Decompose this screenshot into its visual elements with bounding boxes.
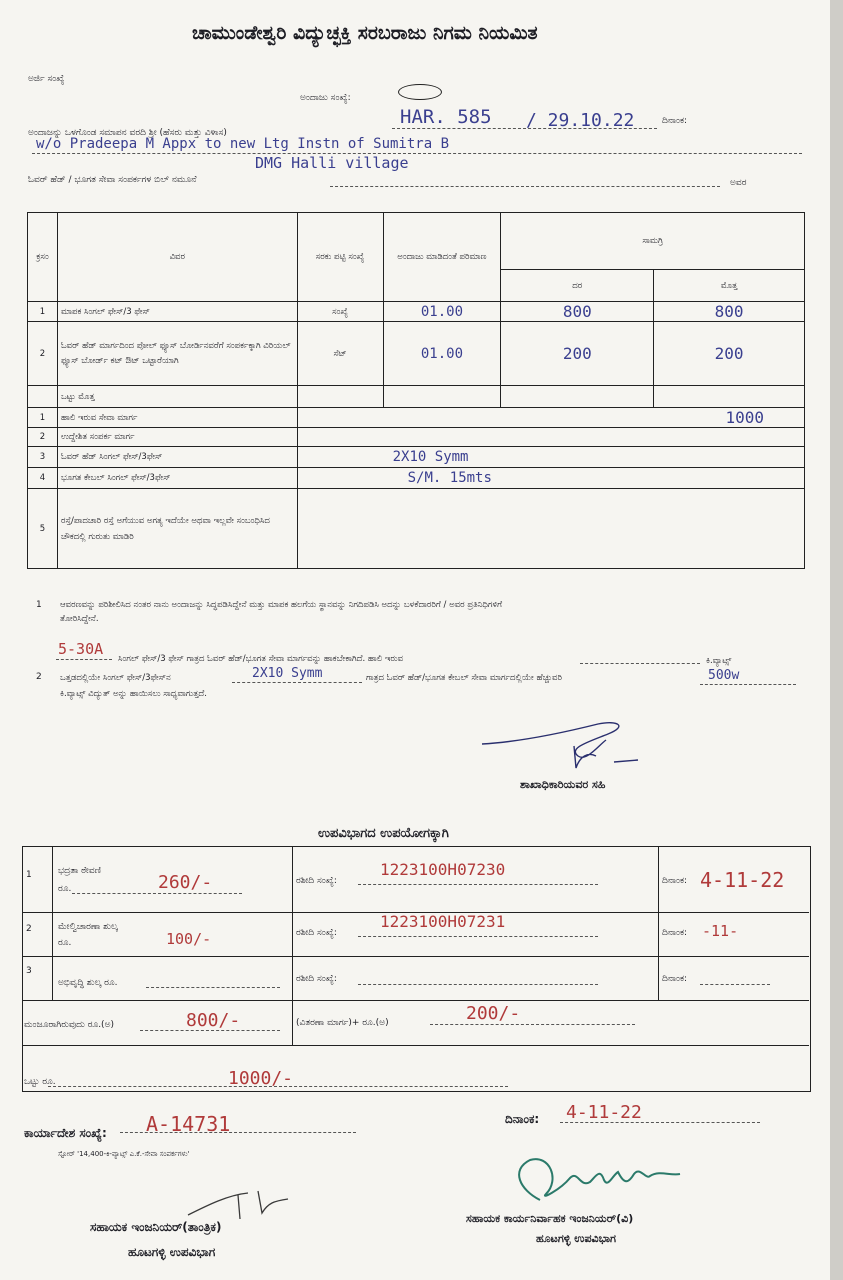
- sub-row2-receipt-label: ರಶೀದಿ ಸಂಖ್ಯೆ:: [296, 928, 337, 938]
- sub4-details: ಭೂಗತ ಕೇಬಲ್ ಸಿಂಗಲ್ ಫೇಸ್/3ಫೇಸ್: [57, 468, 297, 489]
- note1-num: 1: [36, 600, 42, 610]
- sub4-sl: 4: [28, 468, 58, 489]
- sub-row2-amount: 100/-: [166, 930, 212, 948]
- header-material: ಸಾಮಗ್ರಿ: [501, 213, 805, 270]
- work-order-date-value: 4-11-22: [566, 1102, 642, 1123]
- applicant-line-1: w/o Pradeepa M Appx to new Ltg Instn of Sumitra B: [36, 136, 450, 152]
- estimate-no-value: HAR. 585: [400, 106, 492, 128]
- header-sl: ಕ್ರಸಂ: [28, 213, 58, 302]
- row1-qty: 01.00: [383, 302, 501, 322]
- logo-seal: [398, 84, 442, 100]
- aee-signature: [500, 1150, 690, 1210]
- section-officer-signature: [478, 716, 648, 776]
- aee-place: ಹೂಟಗಳ್ಳಿ ಉಪವಿಭಾಗ: [536, 1232, 616, 1245]
- note2-num: 2: [36, 672, 42, 682]
- note1-text2: ತೋರಿಸಿದ್ದೇನೆ.: [60, 614, 99, 624]
- grand-total-value: 1000/-: [228, 1068, 294, 1089]
- sub-row1-rs: ರೂ.: [58, 884, 72, 894]
- header-total: ಮೊತ್ತ: [654, 270, 805, 302]
- bill-form-label: ಓವರ್ ಹೆಡ್ / ಭೂಗತ ಸೇವಾ ಸಂಪರ್ಕಗಳ ಬಿಲ್ ನಮೂನೆ: [28, 175, 197, 185]
- sub-row3-date-label: ದಿನಾಂಕ:: [662, 974, 688, 984]
- sub-row2-receipt: 1223100H07231: [380, 912, 506, 931]
- org-title: ಚಾಮುಂಡೇಶ್ವರಿ ವಿದ್ಯುಚ್ಛಕ್ತಿ ಸರಬರಾಜು ನಿಗಮ ನಿಯಮಿತ: [192, 22, 538, 44]
- sub-row1-label: ಭದ್ರತಾ ಠೇವಣಿ: [58, 866, 102, 876]
- work-order-label: ಕಾರ್ಯಾದೇಶ ಸಂಖ್ಯೆ:: [24, 1126, 107, 1140]
- subdivision-box: [22, 846, 811, 1092]
- sub5-value: [297, 489, 804, 569]
- sanctioned-label: ಮಂಜೂರಾಗಿರುವುದು ರೂ.(ಅ): [24, 1020, 115, 1030]
- applicant-line-2: DMG Halli village: [255, 154, 409, 172]
- sub3-sl: 3: [28, 447, 58, 468]
- material-table: [27, 212, 805, 569]
- estimate-date-value: / 29.10.22: [526, 110, 635, 131]
- sub-row2-rs: ರೂ.: [58, 938, 72, 948]
- row1-stock: ಸಂಖ್ಯೆ: [297, 302, 383, 322]
- work-order-date-label: ದಿನಾಂಕ:: [505, 1112, 540, 1126]
- row1-details: ಮಾಪಕ ಸಿಂಗಲ್ ಫೇಸ್/3 ಫೇಸ್: [57, 302, 297, 322]
- grand-total-label: ಒಟ್ಟು ರೂ.: [24, 1077, 56, 1087]
- application-no-label: ಅರ್ಜಿ ಸಂಖ್ಯೆ: [28, 74, 65, 84]
- sub1-details: ಹಾಲಿ ಇರುವ ಸೇವಾ ಮಾರ್ಗ: [57, 408, 297, 428]
- aee-title: ಸಹಾಯಕ ಕಾರ್ಯನಿರ್ವಾಹಕ ಇಂಜನಿಯರ್(ವಿ): [466, 1212, 634, 1225]
- sub1-sl: 1: [28, 408, 58, 428]
- row2-stock: ಸೆಟ್: [297, 322, 383, 386]
- ae-signature: [178, 1185, 298, 1225]
- work-order-value: A-14731: [146, 1112, 231, 1136]
- sub-row3-label: ಅಭಿವೃದ್ಧಿ ಶುಲ್ಕ ರೂ.: [58, 978, 118, 988]
- row2-total: 200: [654, 322, 805, 386]
- note1-text: ಆವರಣವನ್ನು ಪರಿಶೀಲಿಸಿದ ನಂತರ ನಾನು ಅಂದಾಜನ್ನು ಸಿದ್ಧಪಡಿಸಿದ್ದೇನೆ ಮತ್ತು ಮಾಪಕ ಹಲಗೆಯ ಸ್ಥಾನವನ್ನು ನಿಗದಿಪಡಿಸಿ ಅದನ್ನು ಬಳಕೆದಾರರಿಗೆ / ಅವರ ಪ್ರತಿನಿಧಿಗಳಿಗೆ: [60, 600, 503, 610]
- sub-row1-date: 4-11-22: [700, 868, 785, 892]
- note2-handwritten-1: 5-30A: [58, 640, 104, 658]
- sub-row2-date: -11-: [702, 922, 739, 940]
- row1-total: 800: [654, 302, 805, 322]
- sub3-details: ಓವರ್ ಹೆಡ್ ಸಿಂಗಲ್ ಫೇಸ್/3ಫೇಸ್: [57, 447, 297, 468]
- sub5-sl: 5: [28, 489, 58, 569]
- note2-text2b: ಗಾತ್ರದ ಓವರ್ ಹೆಡ್/ಭೂಗತ ಕೇಬಲ್ ಸೇವಾ ಮಾರ್ಗದಲ್ಲಿಯೇ ಹೆಚ್ಚುವರಿ: [366, 673, 562, 683]
- row2-qty: 01.00: [383, 322, 501, 386]
- note2-handwritten-3: 500w: [708, 668, 740, 683]
- note2-text2: ಒತ್ತಡದಲ್ಲಿಯೇ ಸಿಂಗಲ್ ಫೇಸ್/3ಫೇಸ್‌ನ: [60, 673, 171, 683]
- row2-details: ಓವರ್ ಹೆಡ್ ಮಾರ್ಗದಿಂದ ಪೋಲ್ ಫ್ಯೂಸ್ ಬೋರ್ಡಿನವರೆಗೆ ಸಂಪರ್ಕಕ್ಕಾಗಿ ವಿರಿಯಲ್ ಫ್ಯೂಸ್ ಬೋರ್ಡ್ ಕಟ್ ಔಟ್ ಒಟ್ಟಾರೆಯಾಗಿ: [57, 322, 297, 386]
- ae-place: ಹೂಟಗಳ್ಳಿ ಉಪವಿಭಾಗ: [128, 1245, 216, 1259]
- sub5-details: ರಸ್ತೆ/ಪಾದಚಾರಿ ರಸ್ತೆ ಅಗೆಯುವ ಅಗತ್ಯ ಇದೆಯೇ ಅಥವಾ ಇಲ್ಲವೇ ಸಂಬಂಧಿಸಿದ ಚೌಕದಲ್ಲಿ ಗುರುತು ಮಾಡಿರಿ: [57, 489, 297, 569]
- distribution-value: 200/-: [466, 1003, 521, 1024]
- section-officer-label: ಶಾಖಾಧಿಕಾರಿಯವರ ಸಹಿ: [520, 778, 606, 791]
- subdivision-title: ಉಪವಿಭಾಗದ ಉಪಯೋಗಕ್ಕಾಗಿ: [318, 826, 449, 841]
- sub4-value: S/M. 15mts: [297, 468, 804, 489]
- row1-sl: 1: [28, 302, 58, 322]
- page-edge: [830, 0, 843, 1280]
- sub2-value: [297, 428, 804, 447]
- sub-row3-num: 3: [26, 966, 32, 976]
- sub-row1-receipt: 1223100H07230: [380, 860, 506, 879]
- sub-row2-date-label: ದಿನಾಂಕ:: [662, 928, 688, 938]
- note2-text1-suffix: ಕಿ.ವ್ಯಾಟ್ಸ್: [706, 656, 732, 666]
- ae-title: ಸಹಾಯಕ ಇಂಜನಿಯರ್(ತಾಂತ್ರಿಕ): [90, 1220, 222, 1234]
- sanctioned-value: 800/-: [186, 1010, 241, 1031]
- sub-row2-num: 2: [26, 924, 32, 934]
- note2-text1: ಸಿಂಗಲ್ ಫೇಸ್/3 ಫೇಸ್ ಗಾತ್ರದ ಓವರ್ ಹೆಡ್/ಭೂಗತ ಸೇವಾ ಮಾರ್ಗವನ್ನು ಹಾಕಬೇಕಾಗಿದೆ. ಹಾಲಿ ಇರುವ: [118, 654, 404, 664]
- stamp-note: ಸ್ಟೋರ್ '14,400-ಕಿ-ವ್ಯಾಟ್ಸ್ ಎ.ಕೆ.-ಸೇವಾ ಸಂಪರ್ಕಗಳು': [58, 1150, 190, 1158]
- sub-row1-date-label: ದಿನಾಂಕ:: [662, 876, 688, 886]
- header-rate: ದರ: [501, 270, 654, 302]
- sub2-details: ಉದ್ದೇಶಿತ ಸಂಪರ್ಕ ಮಾರ್ಗ: [57, 428, 297, 447]
- sub-row1-num: 1: [26, 870, 32, 880]
- note2-handwritten-2: 2X10 Symm: [252, 666, 323, 681]
- header-details: ವಿವರ: [57, 213, 297, 302]
- header-stock-no: ಸರಕು ಪಟ್ಟಿ ಸಂಖ್ಯೆ: [297, 213, 383, 302]
- estimate-no-label: ಅಂದಾಜು ಸಂಖ್ಯೆ:: [300, 93, 351, 103]
- intro-label: ಅಂದಾಜನ್ನು ಒಳಗೊಂಡ ಸಮಾಪನ ವರದಿ ಶ್ರೀ (ಹೆಸರು ಮತ್ತು ವಿಳಾಸ): [28, 128, 227, 138]
- sub-row1-receipt-label: ರಶೀದಿ ಸಂಖ್ಯೆ:: [296, 876, 337, 886]
- sub2-sl: 2: [28, 428, 58, 447]
- note2-text3: ಕಿ.ವ್ಯಾಟ್ಸ್ ವಿದ್ಯುತ್ ಅನ್ನು ಹಾಯಿಸಲು ಸಾಧ್ಯವಾಗುತ್ತದೆ.: [60, 689, 207, 699]
- row2-sl: 2: [28, 322, 58, 386]
- bill-form-suffix: ಅವರ: [730, 178, 747, 188]
- row1-rate: 800: [501, 302, 654, 322]
- total-label: ಒಟ್ಟು ಮೊತ್ತ: [57, 386, 297, 408]
- row2-rate: 200: [501, 322, 654, 386]
- header-estimated-qty: ಅಂದಾಜು ಮಾಡಿದಂತೆ ಪರಿಮಾಣ: [383, 213, 501, 302]
- sub1-value: 1000: [297, 408, 804, 428]
- sub-row3-receipt-label: ರಶೀದಿ ಸಂಖ್ಯೆ:: [296, 974, 337, 984]
- distribution-label: (ವಿತರಣಾ ಮಾರ್ಗ)+ ರೂ.(ಅ): [296, 1018, 389, 1028]
- sub-row1-amount: 260/-: [158, 872, 213, 893]
- sub-row2-label: ಮೇಲ್ವಿಚಾರಣಾ ಶುಲ್ಕ: [58, 922, 118, 932]
- sub3-value: 2X10 Symm: [297, 447, 804, 468]
- date-label: ದಿನಾಂಕ:: [662, 116, 688, 126]
